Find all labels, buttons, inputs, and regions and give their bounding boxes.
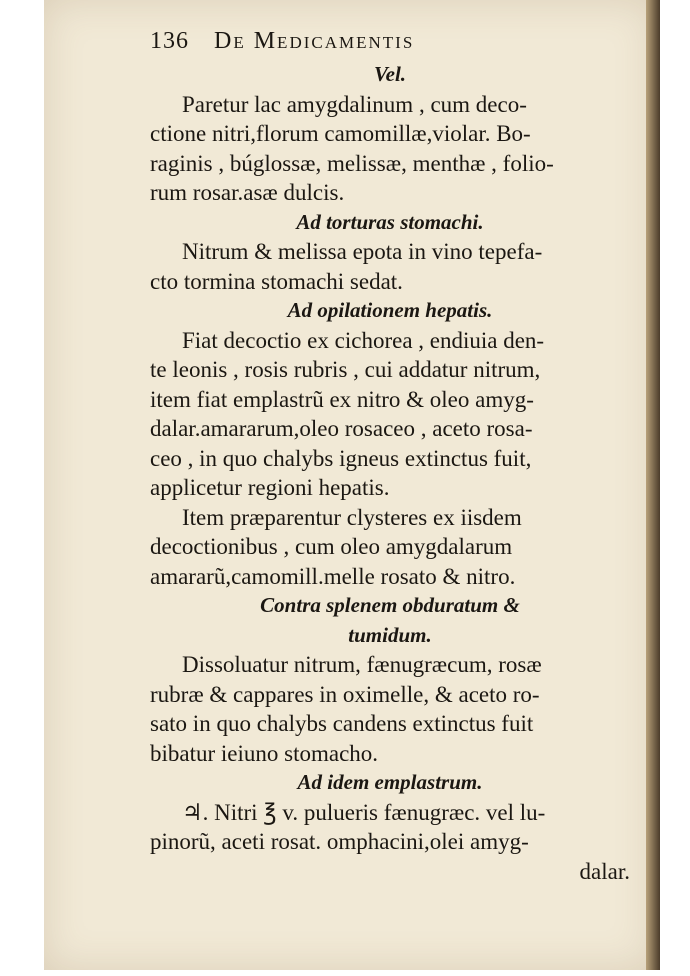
section-heading: Ad idem emplastrum. — [297, 770, 483, 794]
page-text — [150, 22, 630, 886]
page-binding-edge — [646, 0, 660, 970]
text-line: rum rosar.asæ dulcis. — [150, 180, 345, 205]
section-heading: tumidum. — [348, 622, 432, 647]
section-heading: Vel. — [373, 62, 407, 86]
section-heading: Ad torturas stomachi. — [296, 209, 484, 234]
text-line: decoctionibus , cum oleo amygdalarum — [150, 534, 513, 559]
text-line: pinorũ, aceti rosat. omphacini,olei amyg- — [150, 829, 529, 854]
text-line: Dissoluatur nitrum, fænugræcum, rosæ — [182, 652, 542, 677]
text-line: ♃. Nitri ℥ v. pulueris fænugræc. vel lu- — [182, 799, 546, 825]
text-line: ctione nitri,florum camomillæ,violar. Bo- — [150, 121, 531, 146]
text-line: raginis , búglossæ, melissæ, menthæ , folio- — [150, 150, 554, 176]
text-line: Fiat decoctio ex cichorea , endiuia den- — [182, 327, 545, 353]
text-line: item fiat emplastrũ ex nitro & oleo amyg- — [150, 386, 534, 412]
page-number: 136 — [150, 28, 189, 54]
text-line: bibatur ieiuno stomacho. — [150, 740, 379, 766]
text-line: Item præparentur clysteres ex iisdem — [182, 504, 522, 530]
text-line: amararũ,camomill.melle rosato & nitro. — [150, 563, 516, 589]
text-line: dalar. — [579, 858, 630, 884]
text-line: rubræ & cappares in oximelle, & aceto ro- — [150, 681, 540, 707]
text-line: Paretur lac amygdalinum , cum deco- — [182, 91, 527, 117]
section-heading: Contra splenem obduratum & — [260, 593, 520, 617]
section-heading: Ad opilationem hepatis. — [287, 298, 493, 322]
page-header — [150, 22, 630, 60]
text-line: cto tormina stomachi sedat. — [150, 268, 403, 294]
text-line: ceo , in quo chalybs igneus extinctus fuit, — [150, 445, 532, 471]
text-line: Nitrum & melissa epota in vino tepefa- — [182, 239, 543, 264]
running-title: De Medicamentis — [214, 28, 415, 54]
text-line: dalar.amararum,oleo rosaceo , aceto rosa- — [150, 416, 533, 441]
text-line: te leonis , rosis rubris , cui addatur nitrum, — [150, 357, 541, 382]
text-line: sato in quo chalybs candens extinctus fuit — [150, 711, 534, 736]
text-line: applicetur regioni hepatis. — [150, 475, 390, 500]
